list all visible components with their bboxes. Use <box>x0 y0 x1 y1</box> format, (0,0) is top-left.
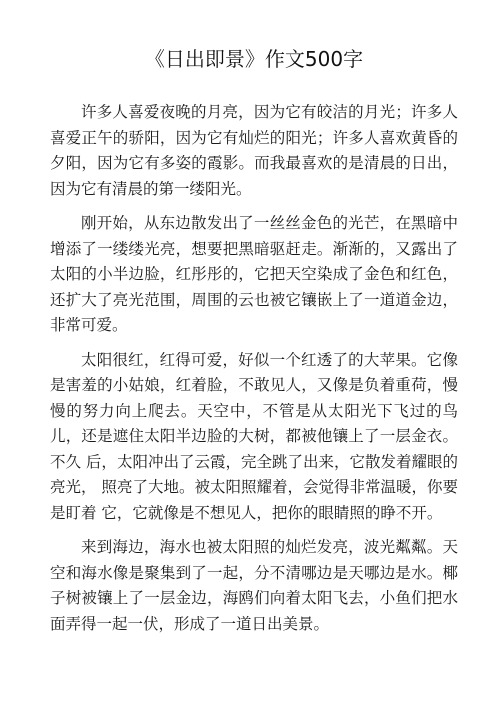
paragraph-4: 来到海边，海水也被太阳照的灿烂发亮，波光粼粼。天 空和海水像是聚集到了一起，分不清哪边是天哪边是水。椰 子树被镶上了一层金边，海鸥们向着太阳飞去，小鱼们把水 面弄得一起一伏，形成了一道日出美景。 <box>50 538 458 633</box>
paragraph-2: 刚开始，从东边散发出了一丝丝金色的光芒，在黑暗中 增添了一缕缕光亮，想要把黑暗驱赶走。渐渐的，又露出了 太阳的小半边脸，红彤彤的，它把天空染成了金色和红色，还扩大了亮光范围，周围的云也被它镶嵌上了一道道金边，非常可爱。 <box>50 214 458 334</box>
essay-body <box>50 100 458 637</box>
paragraph-1: 许多人喜爱夜晚的月亮，因为它有皎洁的月光；许多人 喜爱正午的骄阳，因为它有灿烂的阳光；许多人喜欢黄昏的 夕阳，因为它有多姿的霞影。而我最喜欢的是清晨的日出， 因为它有清晨的第一缕阳光。 <box>50 103 458 198</box>
document-title: 《日出即景》作文500字 <box>144 47 364 71</box>
paragraph-3: 太阳很红，红得可爱，好似一个红透了的大苹果。它像 是害羞的小姑娘，红着脸，不敢见人，又像是负着重荷，慢 慢的努力向上爬去。天空中，不管是从太阳光下飞过的鸟儿，还是遮住太阳半边脸的大树，都被他镶上了一层金衣。不久 后，太阳冲出了云霞，完全跳了出来，它散发着耀眼的亮光， 照亮了大地。被太阳照耀着，会觉得非常温暖，你要是盯着 它，它就像是不想见人，把你的眼睛照的睁不开。 <box>50 350 458 522</box>
